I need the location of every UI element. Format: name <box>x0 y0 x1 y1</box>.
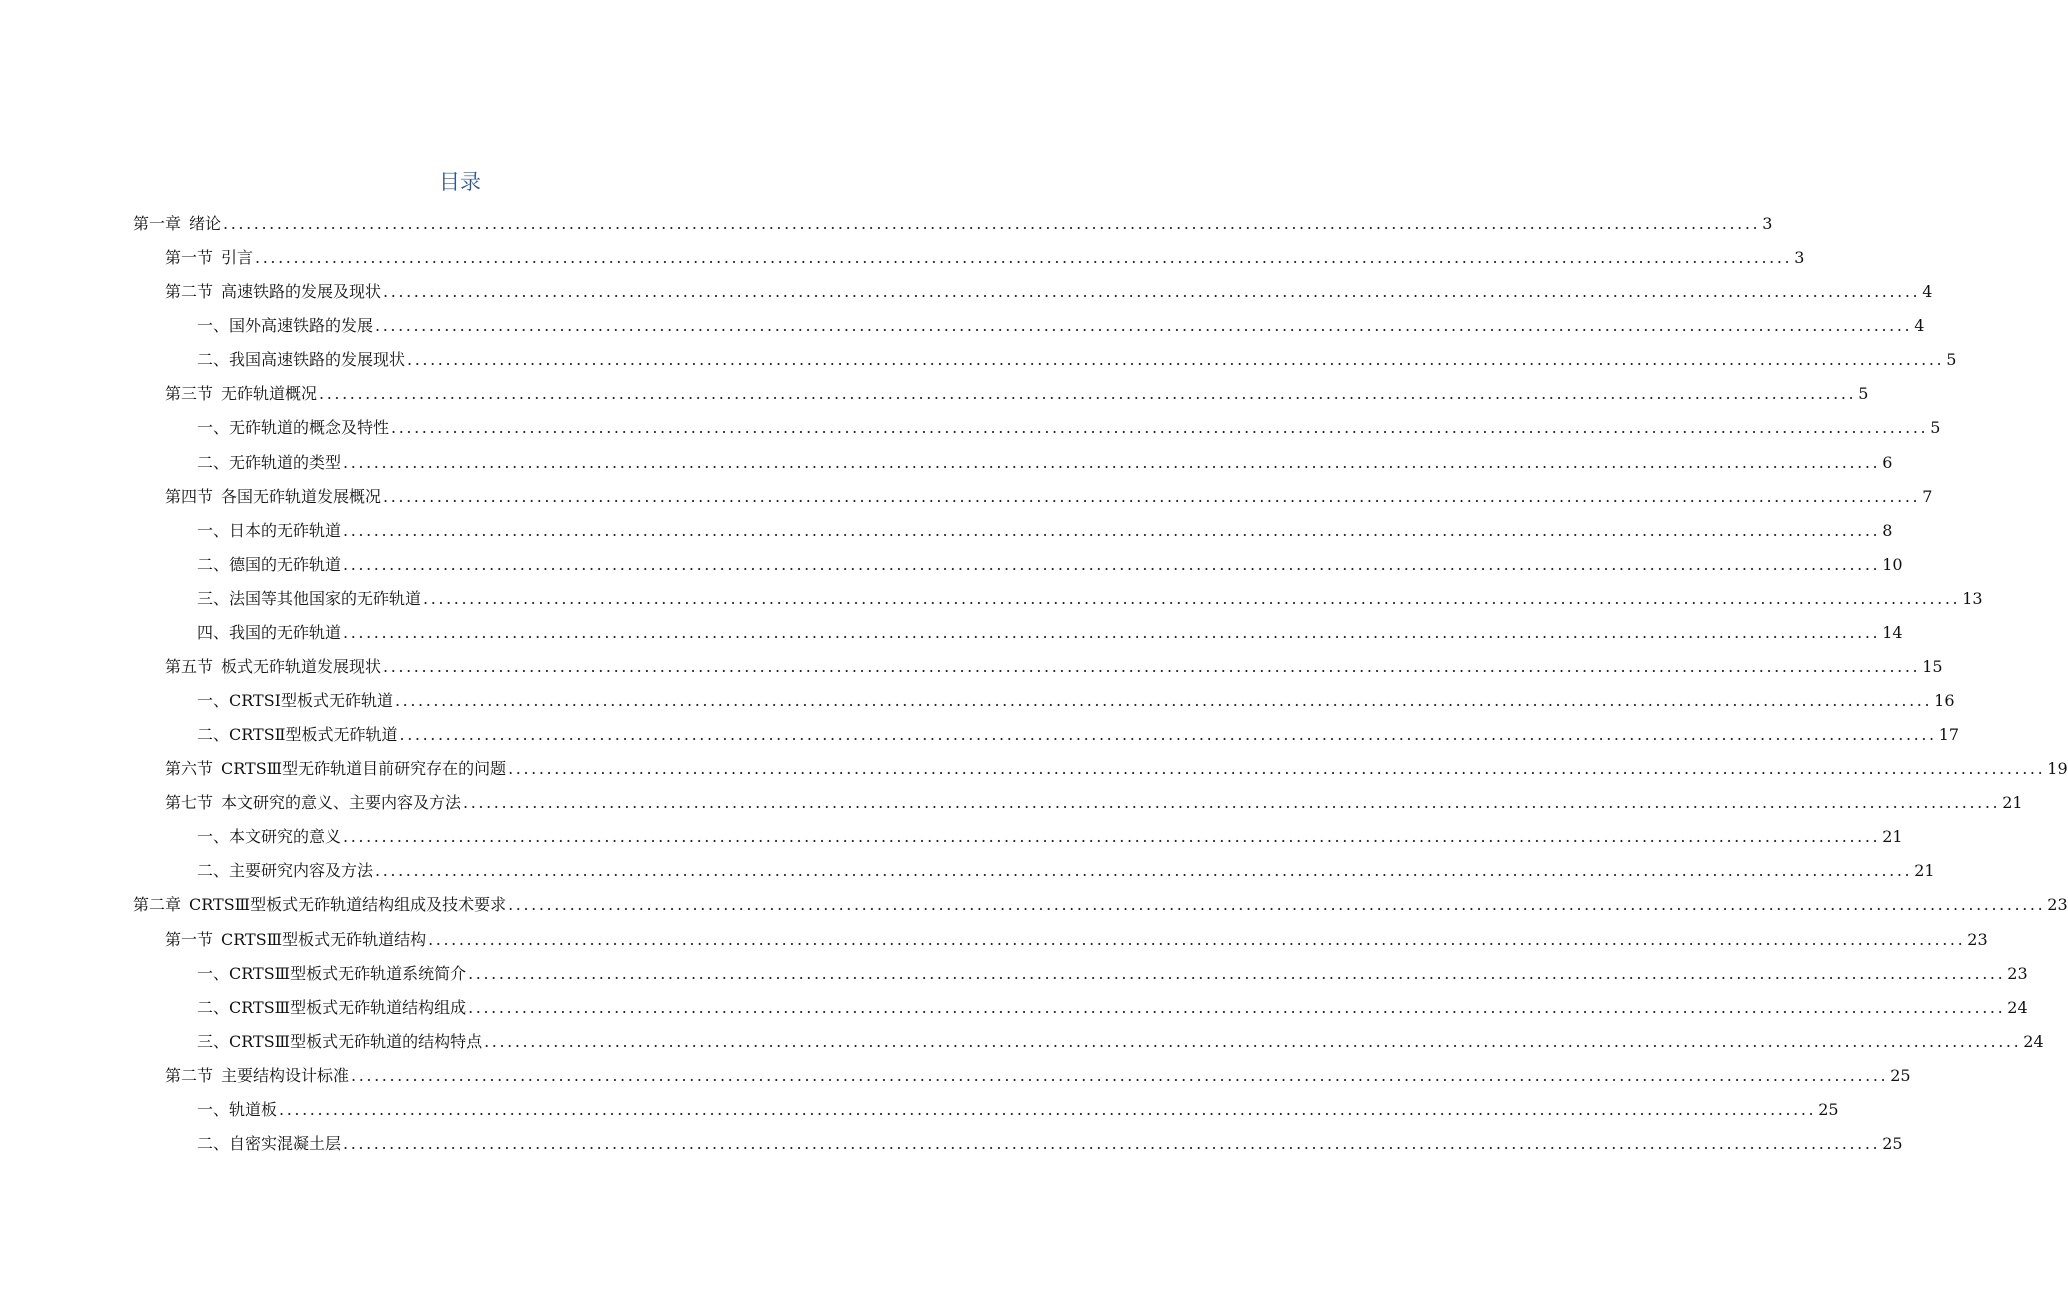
toc-entry-page: 21 <box>1882 827 1903 847</box>
toc-entry-page: 24 <box>2023 1031 2044 1051</box>
toc-entry[interactable] <box>197 349 1957 371</box>
toc-entry-number: 第一节 <box>165 929 214 949</box>
toc-entry-number: 第二节 <box>165 1065 214 1085</box>
dot-leader: ........................................................................................................................................................................................................ <box>351 1065 1889 1085</box>
toc-entry[interactable] <box>197 417 1941 439</box>
toc-entry-page: 21 <box>2002 793 2023 813</box>
dot-leader: ........................................................................................................................................................................................................ <box>484 1031 2022 1051</box>
dot-leader: ........................................................................................................................................................................................................ <box>343 1133 1881 1153</box>
dot-leader: ........................................................................................................................................................................................................ <box>423 588 1961 608</box>
toc-entry[interactable] <box>197 588 1983 610</box>
toc-entry[interactable] <box>197 1031 2044 1053</box>
dot-leader: ........................................................................................................................................................................................................ <box>468 963 2006 983</box>
toc-entry-number: 一、 <box>197 520 230 540</box>
toc-entry-page: 7 <box>1922 486 1933 506</box>
dot-leader: ........................................................................................................................................................................................................ <box>508 759 2046 779</box>
dot-leader: ........................................................................................................................................................................................................ <box>343 827 1881 847</box>
toc-entry[interactable] <box>197 997 2028 1019</box>
toc-entry[interactable] <box>197 1099 1839 1121</box>
toc-entry-label: 国外高速铁路的发展 <box>229 316 374 336</box>
toc-entry-page: 13 <box>1962 588 1983 608</box>
toc-entry-page: 5 <box>1858 384 1869 404</box>
toc-title: 目录 <box>439 170 481 194</box>
toc-entry-page: 5 <box>1946 350 1957 370</box>
toc-entry[interactable] <box>197 690 1955 712</box>
dot-leader: ........................................................................................................................................................................................................ <box>394 691 1933 710</box>
dot-leader: ........................................................................................................................................................................................................ <box>383 282 1921 302</box>
toc-entry[interactable] <box>133 894 2068 916</box>
dot-leader: ........................................................................................................................................................................................................ <box>343 452 1881 472</box>
toc-entry[interactable] <box>165 383 1869 405</box>
toc-entry-label: 本文研究的意义 <box>229 827 342 847</box>
toc-entry[interactable] <box>197 724 1960 746</box>
toc-entry-page: 3 <box>1762 214 1773 233</box>
toc-entry[interactable] <box>197 315 1925 337</box>
toc-entry-label: 高速铁路的发展及现状 <box>221 282 382 302</box>
dot-leader: ........................................................................................................................................................................................................ <box>428 929 1966 949</box>
toc-entry-number: 二、 <box>197 554 230 574</box>
toc-entry-label: CRTSⅢ型板式无砟轨道结构组成 <box>229 997 467 1017</box>
toc-entry[interactable] <box>197 860 1935 882</box>
toc-entry-label: 无砟轨道概况 <box>221 384 318 404</box>
toc-entry[interactable] <box>197 622 1903 644</box>
toc-entry-label: 板式无砟轨道发展现状 <box>221 656 382 676</box>
toc-entry-number: 第一节 <box>165 248 214 268</box>
toc-entry-number: 二、 <box>197 452 230 472</box>
toc-entry-page: 23 <box>1967 929 1988 949</box>
toc-entry-page: 10 <box>1882 554 1903 574</box>
toc-entry[interactable] <box>165 486 1933 508</box>
toc-entry-page: 4 <box>1914 316 1925 336</box>
toc-entry-label: CRTSⅢ型无砟轨道目前研究存在的问题 <box>221 759 507 779</box>
dot-leader: ........................................................................................................................................................................................................ <box>375 316 1913 336</box>
toc-entry[interactable] <box>197 452 1893 474</box>
toc-entry-label: 日本的无砟轨道 <box>229 520 342 540</box>
toc-entry-page: 25 <box>1882 1133 1903 1153</box>
toc-entry-page: 24 <box>2007 997 2028 1017</box>
toc-entry-number: 第三节 <box>165 384 214 404</box>
dot-leader: ........................................................................................................................................................................................................ <box>391 418 1929 438</box>
toc-entry-label: 引言 <box>221 248 254 268</box>
toc-entry-label: 法国等其他国家的无砟轨道 <box>229 588 422 608</box>
toc-entry-page: 6 <box>1882 452 1893 472</box>
dot-leader: ........................................................................................................................................................................................................ <box>383 486 1921 506</box>
toc-entry-number: 第一章 <box>133 214 182 233</box>
toc-entry[interactable] <box>197 554 1903 576</box>
toc-entry-page: 16 <box>1934 691 1955 710</box>
toc-entry-number: 二、 <box>197 1133 230 1153</box>
toc-entry-page: 4 <box>1922 282 1933 302</box>
toc-entry-label: CRTSⅢ型板式无砟轨道结构 <box>221 929 427 949</box>
toc-entry-page: 23 <box>2007 963 2028 983</box>
toc-entry-label: 我国的无砟轨道 <box>229 622 342 642</box>
toc-entry-number: 三、 <box>197 1031 230 1051</box>
toc-entry-number: 三、 <box>197 588 230 608</box>
dot-leader: ........................................................................................................................................................................................................ <box>223 214 1761 233</box>
toc-entry-number: 一、 <box>197 316 230 336</box>
dot-leader: ........................................................................................................................................................................................................ <box>468 997 2006 1017</box>
toc-entry-page: 21 <box>1914 861 1935 881</box>
toc-entry-label: 自密实混凝土层 <box>229 1133 342 1153</box>
toc-entry-label: 轨道板 <box>229 1099 278 1119</box>
toc-entry-number: 第二章 <box>133 895 182 915</box>
toc-entry[interactable] <box>197 826 1903 848</box>
toc-entry-label: 无砟轨道的类型 <box>229 452 342 472</box>
toc-entry-number: 第五节 <box>165 656 214 676</box>
dot-leader: ........................................................................................................................................................................................................ <box>407 350 1945 370</box>
toc-entry-page: 8 <box>1882 520 1893 540</box>
toc-entry-page: 25 <box>1890 1065 1911 1085</box>
dot-leader: ........................................................................................................................................................................................................ <box>343 554 1881 574</box>
toc-entry-label: CRTSⅢ型板式无砟轨道结构组成及技术要求 <box>189 895 507 915</box>
toc-entry-number: 一、 <box>197 1099 230 1119</box>
toc-entry-page: 25 <box>1818 1099 1839 1119</box>
toc-entry-number: 二、 <box>197 725 230 744</box>
toc-entry-label: 我国高速铁路的发展现状 <box>229 350 406 370</box>
toc-entry-number: 一、 <box>197 827 230 847</box>
toc-entry-number: 二、 <box>197 861 230 881</box>
dot-leader: ........................................................................................................................................................................................................ <box>399 725 1937 744</box>
toc-entry-label: CRTSⅡ型板式无砟轨道 <box>229 725 398 744</box>
toc-entry-number: 第六节 <box>165 759 214 779</box>
toc-entry-number: 二、 <box>197 997 230 1017</box>
toc-entry-page: 19 <box>2047 759 2068 779</box>
dot-leader: ........................................................................................................................................................................................................ <box>463 793 2001 813</box>
toc-entry-label: CRTSⅠ型板式无砟轨道 <box>229 691 393 710</box>
toc-entry-number: 第四节 <box>165 486 214 506</box>
toc-entry-page: 5 <box>1930 418 1941 438</box>
toc-entry-number: 二、 <box>197 350 230 370</box>
toc-entry[interactable] <box>165 929 1988 951</box>
toc-entry[interactable] <box>165 247 1805 269</box>
toc-entry[interactable] <box>133 213 1773 235</box>
toc-entry-number: 四、 <box>197 622 230 642</box>
toc-entry-number: 一、 <box>197 691 230 710</box>
dot-leader: ........................................................................................................................................................................................................ <box>383 656 1921 676</box>
toc-entry[interactable] <box>165 656 1943 678</box>
toc-entry-page: 23 <box>2047 895 2068 915</box>
dot-leader: ........................................................................................................................................................................................................ <box>319 384 1857 404</box>
toc-entry-label: 各国无砟轨道发展概况 <box>221 486 382 506</box>
dot-leader: ........................................................................................................................................................................................................ <box>343 520 1881 540</box>
dot-leader: ........................................................................................................................................................................................................ <box>375 861 1913 881</box>
toc-entry-page: 17 <box>1938 725 1960 744</box>
toc-entry-number: 第七节 <box>165 793 214 813</box>
toc-entry-label: 德国的无砟轨道 <box>229 554 342 574</box>
toc-entry-label: 主要研究内容及方法 <box>229 861 374 881</box>
dot-leader: ........................................................................................................................................................................................................ <box>508 895 2046 915</box>
toc-entry-label: 无砟轨道的概念及特性 <box>229 418 390 438</box>
toc-entry-page: 14 <box>1882 622 1903 642</box>
toc-entry-number: 一、 <box>197 963 230 983</box>
toc-entry[interactable] <box>165 758 2068 780</box>
toc-entry-label: 本文研究的意义、主要内容及方法 <box>221 793 462 813</box>
toc-entry-number: 第二节 <box>165 282 214 302</box>
toc-entry-page: 15 <box>1922 656 1943 676</box>
toc-entry-label: CRTSⅢ型板式无砟轨道系统简介 <box>229 963 467 983</box>
dot-leader: ........................................................................................................................................................................................................ <box>279 1099 1817 1119</box>
toc-entry[interactable] <box>165 792 2023 814</box>
toc-entry-label: 绪论 <box>189 214 222 233</box>
dot-leader: ........................................................................................................................................................................................................ <box>343 622 1881 642</box>
toc-entry-number: 一、 <box>197 418 230 438</box>
toc-entry-page: 3 <box>1794 248 1805 268</box>
toc-entry[interactable] <box>197 520 1893 542</box>
toc-entry[interactable] <box>165 281 1933 303</box>
toc-entry[interactable] <box>197 1133 1903 1155</box>
dot-leader: ........................................................................................................................................................................................................ <box>255 248 1793 268</box>
toc-entry-label: 主要结构设计标准 <box>221 1065 350 1085</box>
toc-entry-label: CRTSⅢ型板式无砟轨道的结构特点 <box>229 1031 483 1051</box>
toc-entry[interactable] <box>197 963 2028 985</box>
toc-entry[interactable] <box>165 1065 1911 1087</box>
